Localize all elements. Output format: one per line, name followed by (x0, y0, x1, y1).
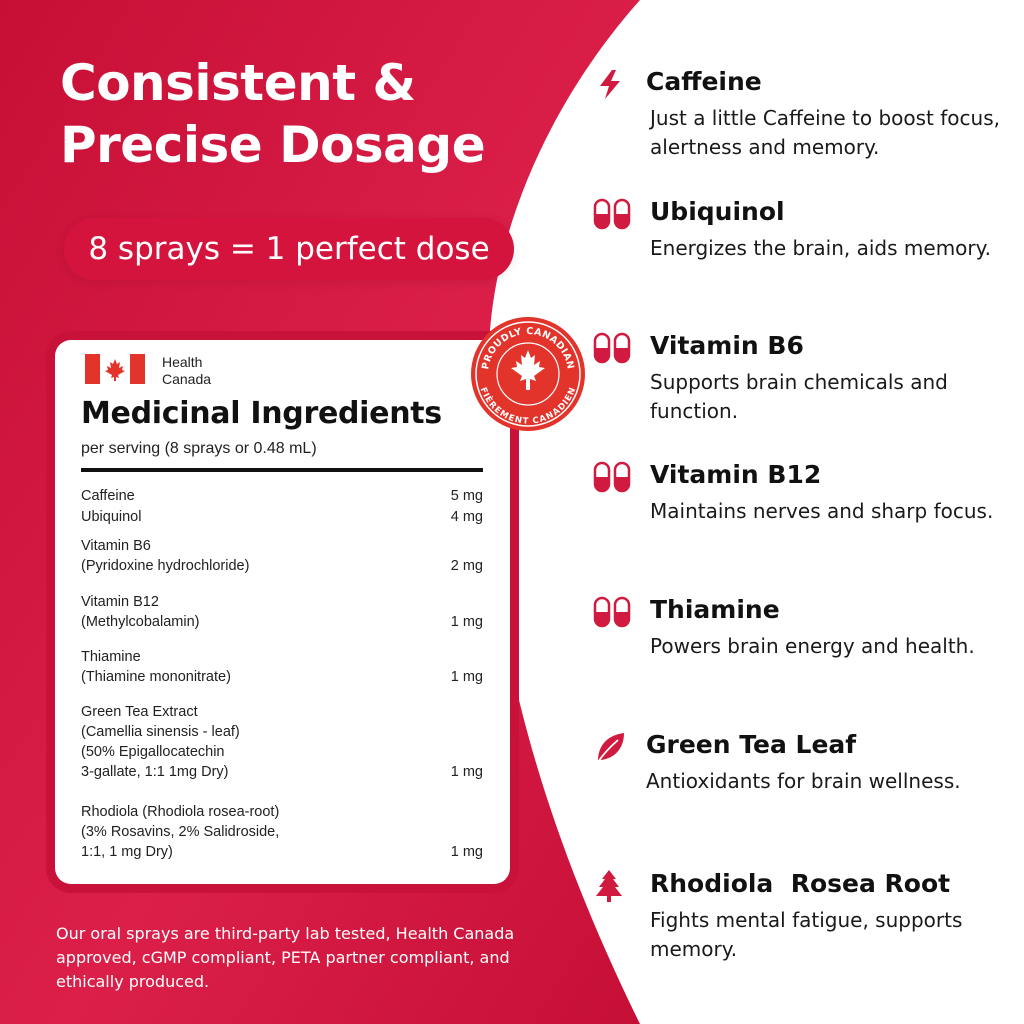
ingredient-name: Thiamine (Thiamine mononitrate) (81, 649, 231, 685)
dose-pill: 8 sprays = 1 perfect dose (64, 218, 514, 280)
title-rule (81, 468, 483, 472)
capsule-icon (592, 594, 636, 630)
headline (60, 52, 485, 176)
ingredient-amount: 1 mg (450, 844, 483, 860)
ingredient-row (81, 702, 483, 782)
benefit-title: Rhodiola Rosea Root (650, 869, 951, 898)
ingredient-amount: 2 mg (450, 558, 483, 574)
tree-icon (592, 868, 636, 904)
headline-line-2: Precise Dosage (60, 116, 486, 174)
badge-top-text: PROUDLY CANADIAN (480, 325, 576, 371)
benefit-desc: Powers brain energy and health. (650, 634, 975, 658)
leaf-icon (592, 729, 636, 765)
benefit-desc: Maintains nerves and sharp focus. (650, 499, 994, 523)
badge-bottom-text: FIÈREMENT CANADIEN (477, 386, 579, 427)
ingredient-name: Vitamin B12 (Methylcobalamin) (81, 594, 200, 630)
footnote: Our oral sprays are third-party lab tested, Health Canada approved, cGMP compliant, PETA partner compliant, and ethically produced. (56, 924, 515, 991)
benefit-title: Caffeine (646, 67, 762, 96)
ingredient-row (81, 507, 483, 527)
ingredient-amount: 1 mg (450, 764, 483, 780)
benefit-title: Vitamin B6 (650, 331, 804, 360)
ingredient-name: Rhodiola (Rhodiola rosea-root) (3% Rosavins, 2% Salidroside, 1:1, 1 mg Dry) (81, 804, 280, 860)
ingredient-amount: 5 mg (450, 488, 483, 504)
lightning-icon (592, 66, 636, 102)
ingredient-row (81, 486, 483, 506)
ingredient-row (81, 536, 483, 576)
benefit-desc: Supports brain chemicals and function. (650, 370, 948, 423)
ingredient-row (81, 647, 483, 687)
capsule-icon (592, 330, 636, 366)
benefit-desc: Antioxidants for brain wellness. (646, 769, 961, 793)
ingredient-row (81, 592, 483, 632)
agency-line-2: Canada (162, 371, 212, 387)
ingredients-panel (55, 340, 510, 884)
capsule-icon (592, 459, 636, 495)
ingredient-amount: 1 mg (450, 669, 483, 685)
agency-line-1: Health (162, 354, 203, 370)
capsule-icon (592, 196, 636, 232)
ingredient-name: Vitamin B6 (Pyridoxine hydrochloride) (81, 538, 250, 574)
ingredient-row (81, 802, 483, 862)
canada-flag-icon (85, 354, 145, 384)
ingredients-title: Medicinal Ingredients (81, 396, 442, 431)
ingredient-amount: 1 mg (450, 614, 483, 630)
agency-label (162, 354, 211, 388)
benefit-desc: Fights mental fatigue, supports memory. (650, 908, 963, 961)
ingredients-subtitle: per serving (8 sprays or 0.48 mL) (81, 440, 317, 457)
benefit-desc: Energizes the brain, aids memory. (650, 236, 991, 260)
benefit-title: Ubiquinol (650, 197, 785, 226)
ingredient-name: Ubiquinol (81, 509, 142, 525)
benefit-desc: Just a little Caffeine to boost focus, alertness and memory. (650, 106, 1000, 159)
benefit-title: Vitamin B12 (650, 460, 822, 489)
benefit-title: Thiamine (650, 595, 780, 624)
benefit-title: Green Tea Leaf (646, 730, 857, 759)
proudly-canadian-badge (468, 314, 588, 434)
ingredient-name: Caffeine (81, 488, 135, 504)
ingredient-amount: 4 mg (450, 509, 483, 525)
ingredient-name: Green Tea Extract (Camellia sinensis - leaf) (50% Epigallocatechin 3-gallate, 1:1 1mg Dry) (81, 704, 240, 780)
headline-line-1: Consistent & (60, 54, 416, 112)
